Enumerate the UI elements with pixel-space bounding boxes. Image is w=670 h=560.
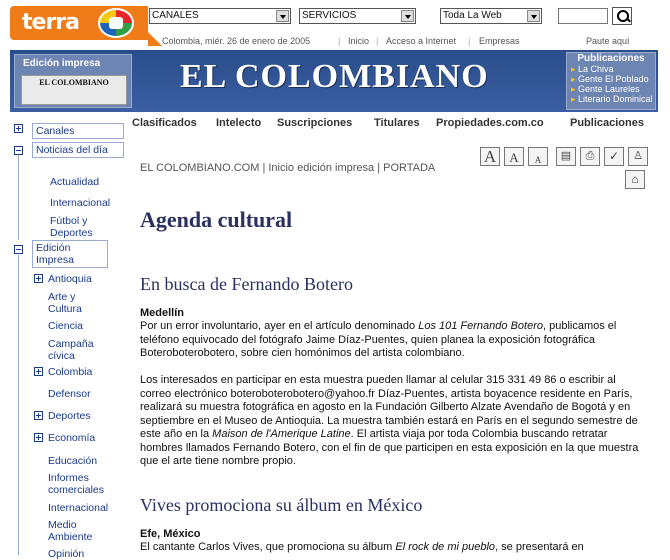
nav-suscripciones[interactable]: Suscripciones bbox=[277, 117, 353, 129]
page-title: Agenda cultural bbox=[140, 207, 293, 232]
home-icon[interactable]: ⌂ bbox=[625, 170, 645, 189]
terra-logo-text: terra bbox=[22, 10, 79, 35]
tree-line bbox=[18, 255, 19, 555]
masthead-banner bbox=[10, 50, 658, 112]
internet-access-link[interactable]: Acceso a Internet bbox=[386, 36, 457, 46]
nav-propiedades[interactable]: Propiedades.com.co bbox=[436, 117, 544, 129]
separator: | bbox=[468, 36, 471, 46]
print-icon[interactable]: ⎙ bbox=[580, 147, 600, 166]
text-run: Por un error involuntario, ayer en el artículo denominado bbox=[140, 320, 419, 332]
sidebar-item-internacional-2[interactable]: Internacional bbox=[48, 502, 109, 514]
publications-title: Publicaciones bbox=[577, 53, 645, 64]
info-bar bbox=[162, 36, 670, 48]
sidebar-item-antioquia[interactable]: Antioquia bbox=[48, 273, 92, 285]
nav-clasificados[interactable]: Clasificados bbox=[132, 117, 197, 129]
chevron-down-icon bbox=[401, 10, 414, 22]
sidebar-item-informes[interactable]: Informes comerciales bbox=[48, 472, 105, 496]
expand-icon[interactable] bbox=[34, 274, 43, 283]
sidebar-item-edicion[interactable]: Edición Impresa bbox=[32, 240, 108, 268]
channels-select-value: CANALES bbox=[152, 10, 199, 21]
search-input[interactable] bbox=[558, 8, 608, 24]
publication-link[interactable]: ▸ La Chiva bbox=[571, 64, 655, 74]
scope-select-value: Toda La Web bbox=[443, 10, 502, 21]
search-icon[interactable] bbox=[612, 7, 632, 25]
terra-logo[interactable] bbox=[10, 6, 148, 40]
chevron-down-icon bbox=[527, 10, 540, 22]
breadcrumb[interactable]: EL COLOMBIANO.COM | Inicio edición impresa | PORTADA bbox=[140, 162, 436, 174]
expand-icon[interactable] bbox=[14, 124, 23, 133]
separator: | bbox=[376, 36, 379, 46]
nav-titulares[interactable]: Titulares bbox=[374, 117, 420, 129]
sidebar-item-defensor[interactable]: Defensor bbox=[48, 388, 91, 400]
current-date: Colombia, miér. 26 de enero de 2005 bbox=[162, 36, 311, 46]
tree-line bbox=[18, 154, 19, 240]
publication-link[interactable]: ▸ Gente El Poblado bbox=[571, 74, 655, 84]
text-run: . El artista viaja por toda Colombia buscando retratar hombres llamados Fernando Botero, con el fin de que participen en esta exposición en la que muestra que el arte tiene nombre propio. bbox=[140, 428, 639, 467]
italic-text: Maison de l'Amerique Latine bbox=[212, 428, 351, 440]
article-dateline: Medellín bbox=[140, 307, 185, 319]
home-link[interactable]: Inicio bbox=[348, 36, 370, 46]
terra-ball-icon bbox=[98, 8, 134, 38]
logo-corner-decoration bbox=[148, 32, 162, 46]
sidebar-item-ciencia[interactable]: Ciencia bbox=[48, 320, 84, 332]
print-edition-box[interactable] bbox=[14, 54, 132, 108]
nav-intelecto[interactable]: Intelecto bbox=[216, 117, 262, 129]
user-icon[interactable]: ♙ bbox=[628, 147, 648, 166]
expand-icon[interactable] bbox=[34, 411, 43, 420]
sidebar-item-deportes[interactable]: Deportes bbox=[48, 410, 91, 422]
masthead-logo[interactable]: EL COLOMBIANO bbox=[180, 58, 489, 95]
sidebar-item-medio-ambiente[interactable]: Medio Ambiente bbox=[48, 519, 93, 543]
collapse-icon[interactable] bbox=[14, 146, 23, 155]
publication-link[interactable]: ▸ Literario Dominical bbox=[571, 94, 655, 104]
article-headline: Vives promociona su álbum en México bbox=[140, 495, 423, 515]
text-run: , se presentará en bbox=[495, 541, 584, 553]
text-run: Los interesados en participar en esta muestra pueden llamar al celular 315 331 49 86 o escribir al correo electrónico boteroboterobotero@yahoo.fr Díaz-Puentes, artista boyacence residente en París, realizará su muestra fotográfica en agosto en la Fundación Gilberto Alzate Avendaño de Bogotá y en septiembre en el Museo de Antioquia. La muestra también estará en París en el segundo semestre de este año en la bbox=[140, 374, 638, 440]
sidebar-item-actualidad[interactable]: Actualidad bbox=[50, 176, 100, 188]
print-edition-label: Edición impresa bbox=[23, 58, 101, 69]
sidebar-item-futbol[interactable]: Fútbol y Deportes bbox=[50, 215, 93, 239]
italic-text: El rock de mi pueblo bbox=[395, 541, 496, 553]
sidebar-item-campana[interactable]: Campaña cívica bbox=[48, 338, 94, 362]
check-icon[interactable]: ✓ bbox=[604, 147, 624, 166]
sidebar-item-economia[interactable]: Economía bbox=[48, 432, 96, 444]
publication-link[interactable]: ▸ Gente Laureles bbox=[571, 84, 655, 94]
sidebar-item-noticias[interactable]: Noticias del día bbox=[32, 142, 124, 158]
services-select-value: SERVICIOS bbox=[302, 10, 357, 21]
separator: | bbox=[338, 36, 341, 46]
chevron-down-icon bbox=[276, 10, 289, 22]
collapse-icon[interactable] bbox=[14, 245, 23, 254]
sidebar-item-colombia[interactable]: Colombia bbox=[48, 366, 93, 378]
services-select[interactable] bbox=[299, 8, 416, 24]
font-large-icon[interactable]: A bbox=[480, 147, 500, 166]
text-run: , publicamos el teléfono equivocado del fotógrafo Jaime Díaz-Puentes, quien planea la exposición fotográfica Boteroboterobotero, sobre cien homónimos del artista colombiano. bbox=[140, 320, 617, 359]
newspaper-thumbnail-title: EL COLOMBIANO bbox=[39, 78, 109, 87]
font-small-icon[interactable]: A bbox=[528, 147, 548, 166]
article-paragraph bbox=[140, 541, 640, 555]
sidebar-item-arte[interactable]: Arte y Cultura bbox=[48, 291, 82, 315]
expand-icon[interactable] bbox=[34, 367, 43, 376]
document-icon[interactable]: ▤ bbox=[556, 147, 576, 166]
sidebar-item-opinion[interactable]: Opinión bbox=[48, 548, 85, 560]
italic-text: Los 101 Fernando Botero bbox=[418, 320, 543, 332]
advertise-link[interactable]: Paute aquí bbox=[586, 36, 630, 46]
sidebar-item-educacion[interactable]: Educación bbox=[48, 455, 98, 467]
sidebar-item-internacional[interactable]: Internacional bbox=[50, 197, 111, 209]
article-paragraph bbox=[140, 374, 640, 469]
sidebar-item-canales[interactable]: Canales bbox=[32, 123, 124, 139]
font-medium-icon[interactable]: A bbox=[504, 147, 524, 166]
publications-box bbox=[566, 52, 656, 110]
article-paragraph bbox=[140, 320, 640, 361]
scope-select[interactable] bbox=[440, 8, 542, 24]
expand-icon[interactable] bbox=[34, 433, 43, 442]
companies-link[interactable]: Empresas bbox=[479, 36, 520, 46]
article-headline: En busca de Fernando Botero bbox=[140, 274, 353, 294]
nav-publicaciones[interactable]: Publicaciones bbox=[570, 117, 644, 129]
newspaper-thumbnail bbox=[21, 75, 127, 105]
article-dateline: Efe, México bbox=[140, 528, 201, 540]
text-run: El cantante Carlos Vives, que promociona su álbum bbox=[140, 541, 396, 553]
channels-select[interactable] bbox=[149, 8, 291, 24]
